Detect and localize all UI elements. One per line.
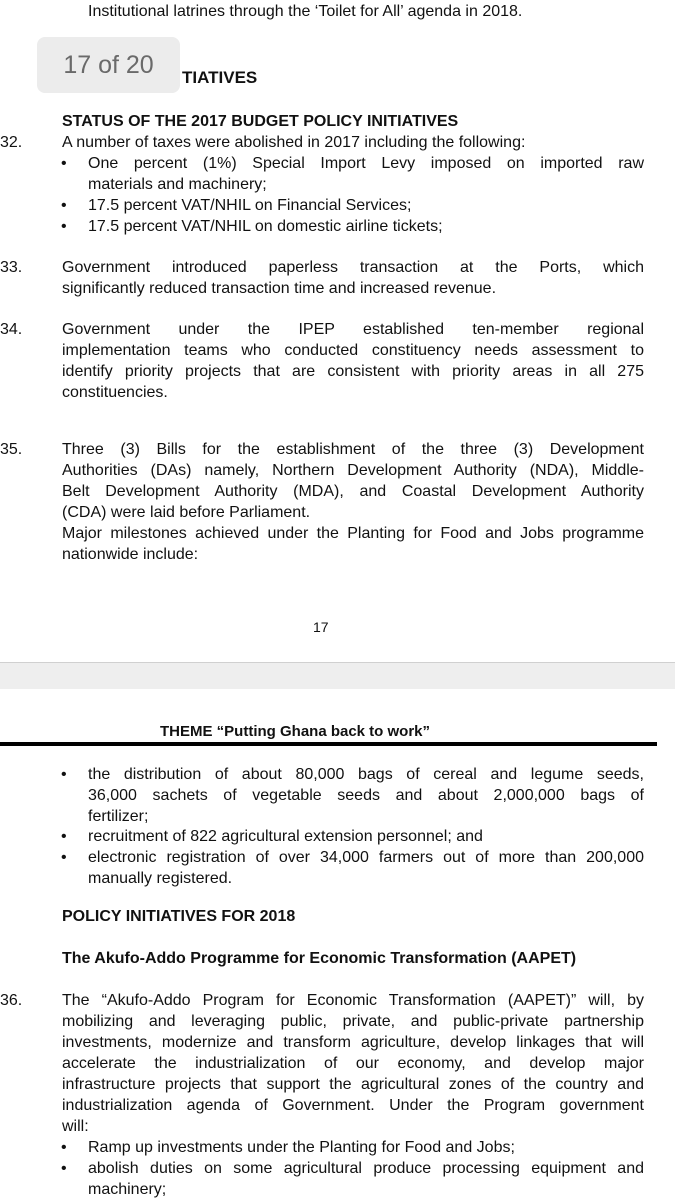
bullet-text: 17.5 percent VAT/NHIL on Financial Services; <box>88 197 412 214</box>
bullet-glyph: • <box>61 828 67 845</box>
paragraph-text: infrastructure projects that support the agricultural zones of the country and <box>62 1076 644 1093</box>
paragraph-text: implementation teams who conducted constituency needs assessment to <box>62 342 644 359</box>
bullet-text: 17.5 percent VAT/NHIL on domestic airline tickets; <box>88 218 443 235</box>
paragraph-text: Three (3) Bills for the establishment of the three (3) Development <box>62 441 644 458</box>
paragraph-text: constituencies. <box>62 384 168 401</box>
paragraph-number: 33. <box>0 259 23 276</box>
paragraph-text: significantly reduced transaction time and increased revenue. <box>62 280 497 297</box>
page-number: 17 <box>313 619 329 635</box>
bullet-glyph: • <box>61 849 67 866</box>
section-heading: TIATIVES <box>182 68 258 87</box>
bullet-text: electronic registration of over 34,000 farmers out of more than 200,000 <box>88 849 644 866</box>
bullet-glyph: • <box>61 218 67 235</box>
paragraph-text: The “Akufo-Addo Program for Economic Transformation (AAPET)” will, by <box>62 992 644 1009</box>
bullet-text: materials and machinery; <box>88 176 267 193</box>
paragraph-number: 32. <box>0 134 23 151</box>
paragraph-text: Belt Development Authority (MDA), and Coastal Development Authority <box>62 483 644 500</box>
paragraph-text: A number of taxes were abolished in 2017 including the following: <box>62 134 526 151</box>
paragraph-number: 34. <box>0 321 23 338</box>
bullet-text: manually registered. <box>88 870 233 887</box>
paragraph-text: will: <box>62 1118 89 1135</box>
paragraph-text: Government introduced paperless transaction at the Ports, which <box>62 259 644 276</box>
header-rule <box>0 742 657 746</box>
aapet-heading: The Akufo-Addo Programme for Economic Transformation (AAPET) <box>62 950 577 967</box>
paragraph-text: Government under the IPEP established ten-member regional <box>62 321 644 338</box>
bullet-text: 36,000 sachets of vegetable seeds and about 2,000,000 bags of <box>88 787 644 804</box>
bullet-text: fertilizer; <box>88 808 149 825</box>
paragraph-text: nationwide include: <box>62 546 199 563</box>
page-separator <box>0 662 675 690</box>
bullet-text: One percent (1%) Special Import Levy imposed on imported raw <box>88 155 644 172</box>
paragraph-number: 36. <box>0 992 23 1009</box>
bullet-glyph: • <box>61 1160 67 1177</box>
bullet-glyph: • <box>61 1139 67 1156</box>
paragraph-text: Major milestones achieved under the Planting for Food and Jobs programme <box>62 525 644 542</box>
bullet-glyph: • <box>61 197 67 214</box>
bullet-text: Ramp up investments under the Planting for Food and Jobs; <box>88 1139 515 1156</box>
paragraph-text: industrialization agenda of Government. Under the Program government <box>62 1097 644 1114</box>
paragraph-text: mobilizing and leveraging public, private, and public-private partnership <box>62 1013 644 1030</box>
bullet-glyph: • <box>61 766 67 783</box>
bullet-text: recruitment of 822 agricultural extension personnel; and <box>88 828 483 845</box>
top-line-text: Institutional latrines through the ‘Toilet for All’ agenda in 2018. <box>88 3 523 20</box>
page-counter-badge: 17 of 20 <box>37 37 180 93</box>
paragraph-text: Authorities (DAs) namely, Northern Development Authority (NDA), Middle- <box>62 462 644 479</box>
paragraph-text: (CDA) were laid before Parliament. <box>62 504 311 521</box>
paragraph-text: accelerate the industrialization of our economy, and develop major <box>62 1055 644 1072</box>
paragraph-number: 35. <box>0 441 23 458</box>
paragraph-text: identify priority projects that are consistent with priority areas in all 275 <box>62 363 644 380</box>
bullet-text: abolish duties on some agricultural produce processing equipment and <box>88 1160 644 1177</box>
theme-header: THEME “Putting Ghana back to work” <box>160 723 431 740</box>
paragraph-text: investments, modernize and transform agriculture, develop linkages that will <box>62 1034 644 1051</box>
bullet-text: the distribution of about 80,000 bags of cereal and legume seeds, <box>88 766 644 783</box>
status-heading: STATUS OF THE 2017 BUDGET POLICY INITIATIVES <box>62 113 459 130</box>
bullet-text: machinery; <box>88 1181 167 1198</box>
policy-heading: POLICY INITIATIVES FOR 2018 <box>62 908 296 925</box>
bullet-glyph: • <box>61 155 67 172</box>
